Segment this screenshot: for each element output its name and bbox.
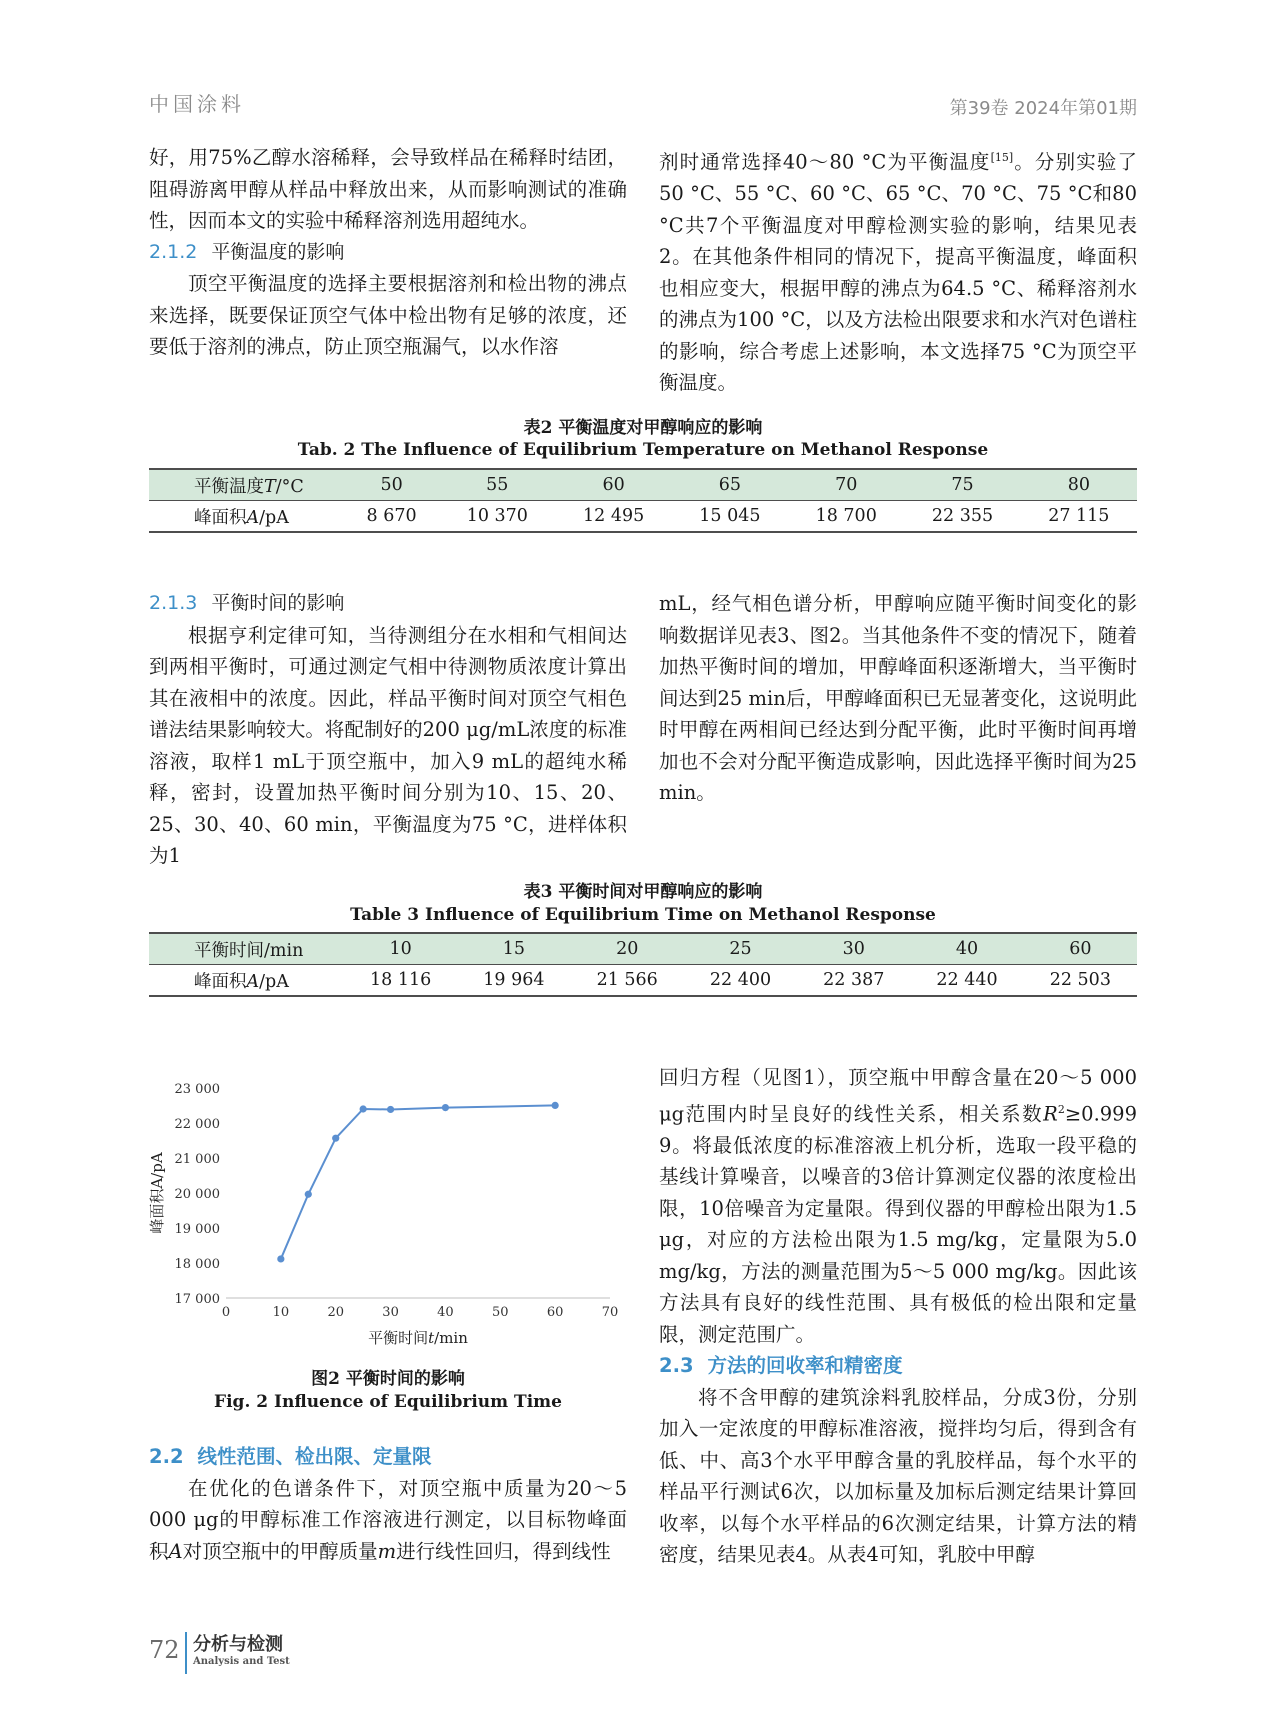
y-tick-label: 21 000 [174, 1152, 220, 1167]
table-cell: 21 566 [596, 970, 658, 990]
table-cell: 75 [951, 475, 974, 495]
paragraph: 根据亨利定律可知，当待测组分在水相和气相间达到两相平衡时，可通过测定气相中待测物质浓度计算出其在液相中的浓度。因此，样品平衡时间对顶空气相色谱法结果影响较大。将配制好的200 μg/mL浓度的标准溶液，取样1 mL于顶空瓶中，加入9 mL的超纯水稀释，密封，设置加热平衡时间分别为10、15、20、25、30、40、60 min，平衡温度为75 °C，进样体积为1 [149, 623, 627, 867]
x-tick-label: 0 [221, 1305, 231, 1320]
table-cell: 15 [502, 939, 526, 959]
y-tick-label: 19 000 [174, 1222, 220, 1237]
table-cell: 55 [486, 475, 509, 495]
paragraph: 回归方程（见图1），顶空瓶中甲醇含量在20～5 000 μg范围内时呈良好的线性关系，相关系数$R^2\ge 0.999$ 9。将最低浓度的标准溶液上机分析，选取一段平稳的基线计算噪音，以噪音的3倍计算测定仪器的浓度检出限，10倍噪音为定量限。得到仪器的甲醇检出限为1.5 μg，对应的方法检出限为1.5 mg/kg，定量限为5.0 mg/kg，方法的测量范围为5～5 000 mg/kg。因此该方法具有良好的线性范围、具有极低的检出限和定量限，测定范围广。 [659, 1066, 1137, 1346]
table-cell: 18 700 [815, 506, 877, 526]
data-point [387, 1106, 394, 1113]
table-cell: 10 [389, 939, 412, 959]
section-title: 平衡温度的影响 [211, 240, 345, 263]
table-row [149, 501, 1137, 533]
x-tick-label: 70 [601, 1305, 619, 1320]
x-axis-label: 平衡时间t/min [368, 1329, 468, 1347]
paragraph: 将不含甲醇的建筑涂料乳胶样品，分成3份，分别加入一定浓度的甲醇标准溶液，搅拌均匀后，得到含有低、中、高3个水平甲醇含量的乳胶样品，每个水平的样品平行测试6次，以加标量及加标后测定结果计算回收率，以每个水平样品的6次测定结果，计算方法的精密度，结果见表4。从表4可知，乳胶中甲醇 [659, 1385, 1137, 1566]
section-title: 平衡时间的影响 [211, 592, 345, 614]
y-tick-label: 18 000 [174, 1257, 220, 1272]
table3-caption-en: Table 3 Influence of Equilibrium Time on Methanol Response [350, 905, 936, 925]
table-3 [149, 932, 1137, 997]
table-cell: 22 387 [823, 970, 885, 990]
paragraph: mL，经气相色谱分析，甲醇响应随平衡时间变化的影响数据详见表3、图2。当其他条件不变的情况下，随着加热平衡时间的增加，甲醇峰面积逐渐增大，当平衡时间达到25 min后，甲醇峰面积已无显著变化，这说明此时甲醇在两相间已经达到分配平衡，此时平衡时间再增加也不会对分配平衡造成影响，因此选择平衡时间为25 min。 [659, 592, 1137, 804]
footer-section-cn: 分析与检测 [193, 1634, 283, 1655]
table-cell: 8 670 [366, 506, 417, 526]
series-line [281, 1105, 555, 1259]
data-point [360, 1105, 367, 1112]
data-point [442, 1104, 449, 1111]
equilibrium-time-chart [140, 1060, 640, 1360]
y-tick-label: 17 000 [174, 1292, 220, 1307]
x-tick-label: 10 [272, 1305, 290, 1320]
x-tick-label: 50 [492, 1305, 509, 1320]
section-title: 方法的回收率和精密度 [707, 1354, 903, 1377]
footer-divider [185, 1632, 187, 1674]
paragraph [659, 142, 1137, 399]
data-point [332, 1135, 339, 1142]
table-cell: 15 045 [699, 506, 761, 526]
issue-info: 第39卷 2024年第01期 [949, 98, 1137, 119]
col1-bot [149, 1441, 627, 1567]
table-2 [149, 468, 1137, 533]
footer-section-en: Analysis and Test [193, 1656, 290, 1667]
table-cell: 70 [835, 475, 858, 495]
data-point [305, 1191, 312, 1198]
y-tick-label: 22 000 [174, 1117, 220, 1132]
x-tick-label: 60 [546, 1305, 564, 1320]
table-cell: 40 [955, 939, 979, 959]
data-point [277, 1255, 284, 1262]
table-cell: 27 115 [1048, 506, 1110, 526]
y-tick-label: 23 000 [174, 1082, 220, 1097]
table-cell: 22 355 [931, 506, 994, 526]
page-number: 72 [149, 1636, 180, 1664]
y-tick-label: 20 000 [174, 1187, 220, 1202]
table-cell: 60 [602, 475, 625, 495]
journal-name: 中国涂料 [149, 92, 245, 116]
paragraph: 顶空平衡温度的选择主要根据溶剂和检出物的沸点来选择，既要保证顶空气体中检出物有足够的浓度，还要低于溶剂的沸点，防止顶空瓶漏气，以水作溶 [149, 272, 627, 358]
table-cell: 50 [380, 475, 403, 495]
x-tick-label: 20 [327, 1305, 344, 1320]
x-tick-label: 30 [382, 1305, 399, 1320]
table-cell: 80 [1067, 475, 1090, 495]
table-row [149, 469, 1137, 501]
col2-bot [659, 1062, 1137, 1571]
table-cell: 22 400 [709, 970, 772, 990]
row-header: 峰面积A/pA [194, 507, 289, 528]
section-number: 2.3 [659, 1354, 694, 1377]
figure2-caption-cn: 图2 平衡时间的影响 [311, 1369, 465, 1389]
table-cell: 22 440 [936, 970, 998, 990]
paragraph: 在优化的色谱条件下，对顶空瓶中质量为20～5 000 μg的甲醇标准工作溶液进行测定，以目标物峰面积A对顶空瓶中的甲醇质量m进行线性回归，得到线性 [149, 1476, 627, 1563]
text-run: 剂时通常选择40～80 °C为平衡温度 [659, 150, 991, 174]
row-header: 平衡温度T/°C [194, 476, 304, 497]
table-cell: 25 [729, 939, 752, 959]
table-cell: 19 964 [483, 970, 545, 990]
table-row [149, 933, 1137, 965]
col2-top [659, 142, 1137, 399]
row-header: 平衡时间/min [194, 940, 304, 961]
table-cell: 60 [1069, 939, 1092, 959]
citation: [15] [990, 151, 1014, 164]
x-tick-label: 40 [437, 1305, 454, 1320]
section-heading-2-2 [149, 1441, 627, 1473]
text-run: 。分别实验了50 °C、55 °C、60 °C、65 °C、70 °C、75 °C和80 °C共7个平衡温度对甲醇检测实验的影响，结果见表2。在其他条件相同的情况下，提高平衡温度，峰面积也相应变大，根据甲醇的沸点为64.5 °C、稀释溶剂水的沸点为100 °C，以及方法检出限要求和水汽对色谱柱的影响，综合考虑上述影响，本文选择75 °C为顶空平衡温度。 [659, 150, 1137, 394]
section-number: 2.1.3 [149, 592, 198, 614]
table2-caption-en: Tab. 2 The Influence of Equilibrium Temperature on Methanol Response [297, 440, 989, 460]
section-heading-2-1-2 [149, 237, 627, 269]
figure2-caption-en: Fig. 2 Influence of Equilibrium Time [214, 1392, 562, 1412]
row-header: 峰面积A/pA [194, 971, 289, 992]
table-cell: 65 [718, 475, 742, 495]
section-number: 2.1.2 [149, 240, 198, 263]
col1-mid [149, 588, 627, 872]
col2-mid [659, 588, 1137, 809]
table-cell: 12 495 [583, 506, 645, 526]
section-heading-2-1-3 [149, 588, 627, 620]
table-cell: 20 [616, 939, 639, 959]
section-title: 线性范围、检出限、定量限 [197, 1445, 432, 1468]
table-row [149, 965, 1137, 997]
table3-caption-cn: 表3 平衡时间对甲醇响应的影响 [523, 882, 763, 902]
section-heading-2-3 [659, 1350, 1137, 1382]
col1-top [149, 142, 627, 363]
y-axis-label: 峰面积A/pA [148, 1152, 166, 1234]
table2-caption-cn: 表2 平衡温度对甲醇响应的影响 [523, 418, 763, 438]
table-cell: 10 370 [466, 506, 528, 526]
table-cell: 30 [842, 939, 865, 959]
paragraph: 好，用75%乙醇水溶稀释，会导致样品在稀释时结团，阻碍游离甲醇从样品中释放出来，从而影响测试的准确性，因而本文的实验中稀释溶剂选用超纯水。 [149, 146, 627, 232]
section-number: 2.2 [149, 1445, 184, 1468]
table-cell: 18 116 [370, 970, 432, 990]
data-point [552, 1102, 559, 1109]
table-cell: 22 503 [1049, 970, 1111, 990]
